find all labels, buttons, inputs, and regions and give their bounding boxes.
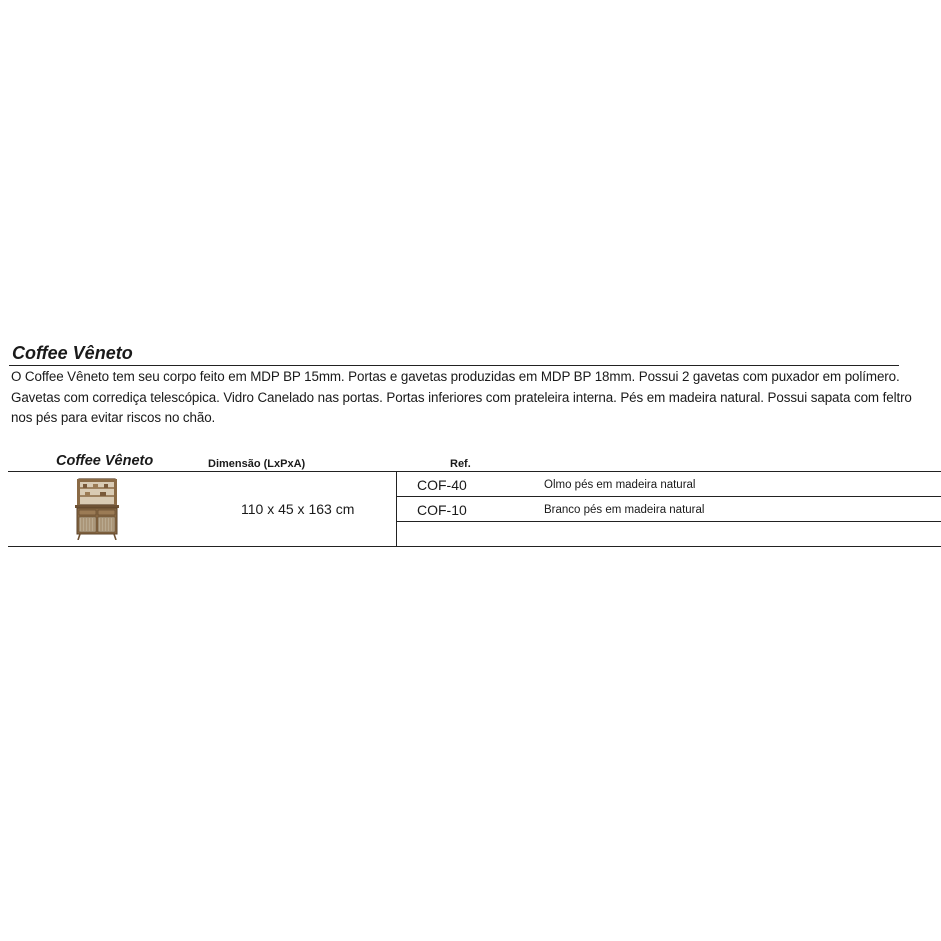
dimension-value: 110 x 45 x 163 cm	[241, 501, 355, 517]
table-row-divider	[396, 496, 941, 497]
ref-code: COF-40	[417, 477, 467, 493]
title-divider	[9, 365, 899, 366]
table-top-rule	[8, 471, 941, 472]
ref-finish: Branco pés em madeira natural	[544, 504, 705, 516]
product-image	[73, 478, 121, 540]
product-description: O Coffee Vêneto tem seu corpo feito em MDP BP 15mm. Portas e gavetas produzidas em MDP BP 18mm. Possui 2 gavetas com puxador em polímero. Gavetas com corrediça telescópica. Vidro Canelado nas portas. Portas inferiores com prateleira interna. Pés em madeira natural. Possui sapata com feltro nos pés para evitar riscos no chão.	[11, 369, 912, 425]
ref-code: COF-10	[417, 502, 467, 518]
table-column-divider	[396, 471, 397, 547]
ref-finish: Olmo pés em madeira natural	[544, 479, 696, 491]
furniture-cabinet-icon	[73, 478, 121, 540]
product-title: Coffee Vêneto	[12, 343, 133, 363]
table-header-dimension: Dimensão (LxPxA)	[208, 458, 306, 470]
table-header-product: Coffee Vêneto	[56, 453, 154, 469]
table-row-divider	[396, 521, 941, 522]
table-header-ref: Ref.	[450, 458, 471, 470]
table-bottom-rule	[8, 546, 941, 547]
